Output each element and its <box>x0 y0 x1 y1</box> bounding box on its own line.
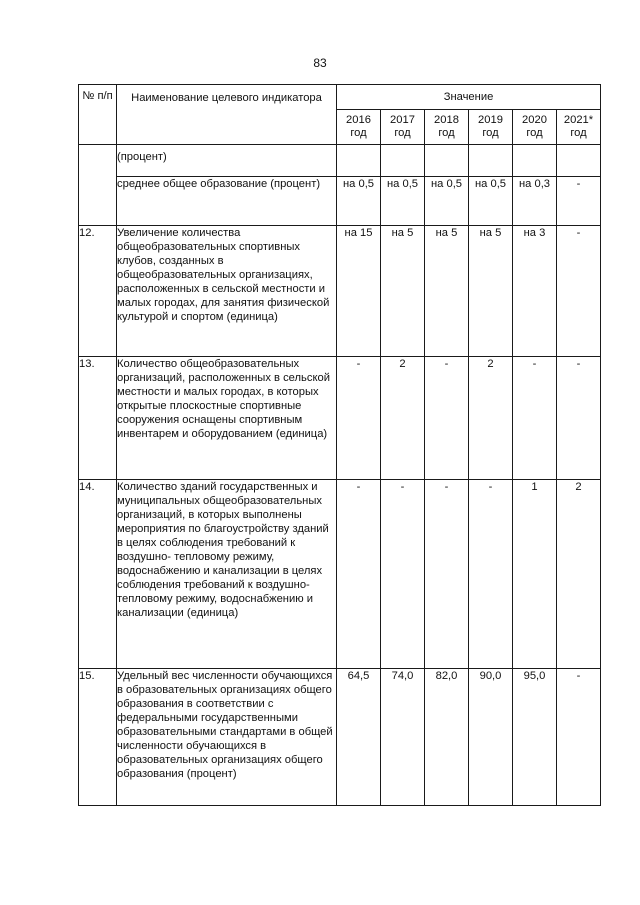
indicator-value <box>381 145 425 177</box>
indicator-value: 95,0 <box>513 669 557 806</box>
indicator-value: 1 <box>513 480 557 669</box>
row-number: 15. <box>79 669 117 806</box>
header-year: 2016 <box>346 114 371 126</box>
page-number: 83 <box>313 56 327 70</box>
indicator-value: 2 <box>469 357 513 480</box>
table-row <box>79 177 601 226</box>
row-number: 14. <box>79 480 117 669</box>
row-number: 12. <box>79 226 117 357</box>
indicator-value: - <box>557 357 601 480</box>
header-year-cell <box>381 110 425 145</box>
indicator-value: 82,0 <box>425 669 469 806</box>
header-year-cell <box>425 110 469 145</box>
header-year-unit: год <box>438 127 455 139</box>
indicator-value: на 0,5 <box>337 177 381 226</box>
header-value-group: Значение <box>337 85 601 110</box>
indicator-name: (процент) <box>117 145 337 177</box>
indicator-value: - <box>469 480 513 669</box>
indicator-value: на 0,5 <box>469 177 513 226</box>
indicator-value <box>469 145 513 177</box>
indicator-value: - <box>381 480 425 669</box>
header-year-cell <box>337 110 381 145</box>
indicator-name: Количество общеобразовательных организаций, расположенных в сельской местности и малых городах, в которых открытые плоскостные спортивные сооружения оснащены спортивным инвентарем и оборудованием (единица) <box>117 357 337 480</box>
header-year-unit: год <box>570 127 587 139</box>
header-year-unit: год <box>394 127 411 139</box>
header-year-cell <box>513 110 557 145</box>
indicator-value: на 0,3 <box>513 177 557 226</box>
table-row <box>79 226 601 357</box>
indicator-value: на 0,5 <box>425 177 469 226</box>
indicator-value: - <box>557 177 601 226</box>
header-year: 2017 <box>390 114 415 126</box>
indicator-value: 74,0 <box>381 669 425 806</box>
indicator-value <box>557 145 601 177</box>
indicator-name: среднее общее образование (процент) <box>117 177 337 226</box>
indicator-value <box>337 145 381 177</box>
indicator-value: на 5 <box>425 226 469 357</box>
indicator-value: - <box>513 357 557 480</box>
indicator-name: Удельный вес численности обучающихся в образовательных организациях общего образования в соответствии с федеральными государственными образовательными стандартами в общей численности обучающихся в образовательных организациях общего образования (процент) <box>117 669 337 806</box>
indicator-name: Количество зданий государственных и муниципальных общеобразовательных организаций, в которых выполнены мероприятия по благоустройству зданий в целях соблюдения требований к воздушно- тепловому режиму, водоснабжению и канализации в целях соблюдения требований к воздушно- тепловому режиму, водоснабжению и канализации (единица) <box>117 480 337 669</box>
table-row <box>79 357 601 480</box>
indicator-table <box>78 84 601 806</box>
indicator-value: 90,0 <box>469 669 513 806</box>
header-year-unit: год <box>350 127 367 139</box>
header-year: 2021* <box>563 114 594 126</box>
indicator-value: 2 <box>557 480 601 669</box>
header-year: 2018 <box>434 114 459 126</box>
row-number <box>79 145 117 226</box>
header-year-cell <box>469 110 513 145</box>
indicator-value <box>425 145 469 177</box>
indicator-value: 64,5 <box>337 669 381 806</box>
header-row <box>79 85 601 110</box>
indicator-value: на 15 <box>337 226 381 357</box>
indicator-value: на 5 <box>469 226 513 357</box>
table-row <box>79 480 601 669</box>
indicator-value: - <box>425 480 469 669</box>
indicator-value: на 3 <box>513 226 557 357</box>
indicator-value <box>513 145 557 177</box>
indicator-name: Увеличение количества общеобразовательных спортивных клубов, созданных в общеобразовательных организациях, расположенных в сельской местности и малых городах, для занятия физической культурой и спортом (единица) <box>117 226 337 357</box>
table-row <box>79 669 601 806</box>
indicator-value: на 0,5 <box>381 177 425 226</box>
header-year-unit: год <box>482 127 499 139</box>
table-row <box>79 145 601 177</box>
header-num: № п/п <box>79 85 117 145</box>
indicator-value: - <box>337 480 381 669</box>
indicator-value: - <box>425 357 469 480</box>
indicator-value: 2 <box>381 357 425 480</box>
header-year: 2019 <box>478 114 503 126</box>
header-year-unit: год <box>526 127 543 139</box>
indicator-value: - <box>557 226 601 357</box>
indicator-value: - <box>557 669 601 806</box>
indicator-value: - <box>337 357 381 480</box>
header-year: 2020 <box>522 114 547 126</box>
indicator-value: на 5 <box>381 226 425 357</box>
row-number: 13. <box>79 357 117 480</box>
header-name: Наименование целевого индикатора <box>117 85 337 145</box>
header-year-cell <box>557 110 601 145</box>
